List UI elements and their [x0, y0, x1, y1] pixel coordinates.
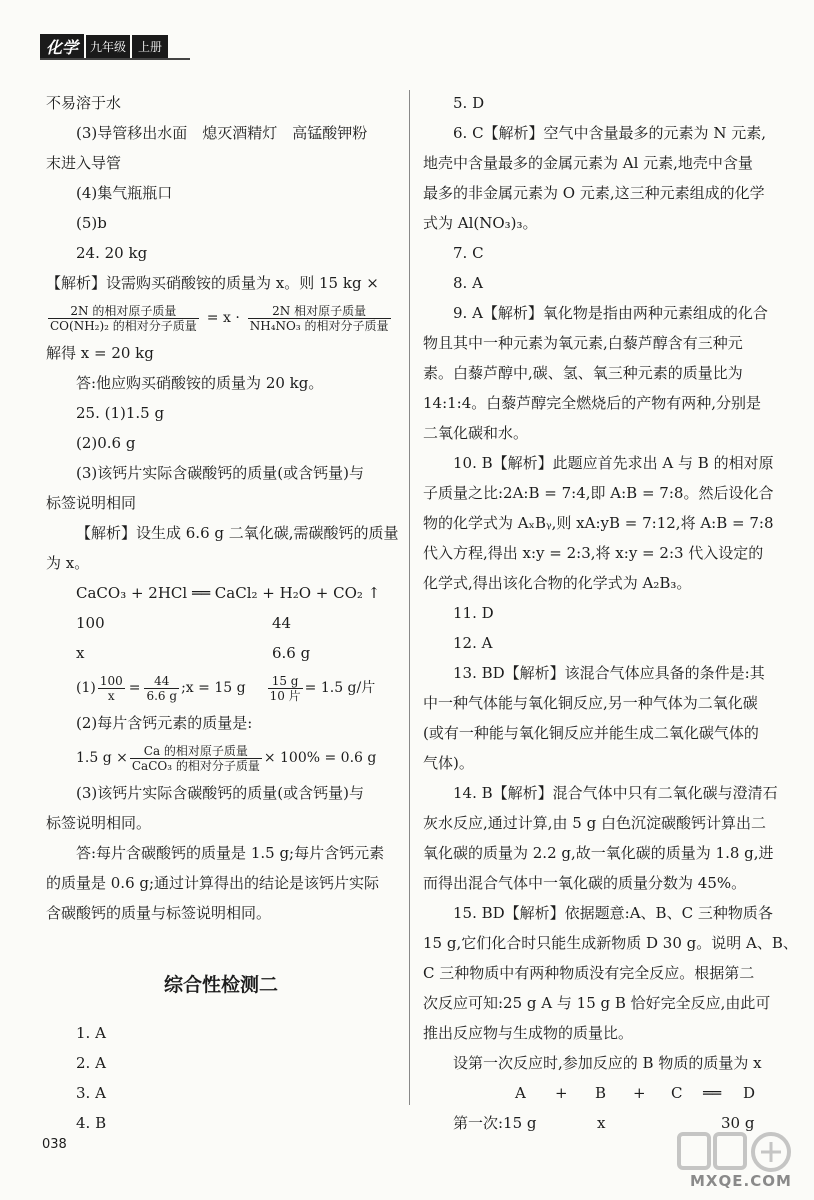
- answer-item: 12. A: [453, 634, 493, 652]
- reaction-term: B: [595, 1084, 607, 1102]
- column-divider: [409, 90, 410, 1105]
- reaction-term: D: [743, 1084, 756, 1102]
- text-line: 而得出混合气体中一氧化碳的质量分数为 45%。: [423, 874, 747, 892]
- watermark-text: MXQE.COM: [690, 1172, 792, 1190]
- text-line: 次反应可知:25 g A 与 15 g B 恰好完全反应,由此可: [423, 994, 771, 1012]
- numerator: 15 g: [268, 674, 303, 689]
- denominator: x: [107, 688, 115, 703]
- text-line: 答:他应购买硝酸铵的质量为 20 kg。: [76, 374, 324, 392]
- answer-item: 3. A: [76, 1084, 106, 1102]
- text-line: (3)导管移出水面 熄灭酒精灯 高锰酸钾粉: [76, 124, 368, 142]
- text-line: 标签说明相同: [46, 494, 137, 512]
- text-line: C 三种物质中有两种物质没有完全反应。根据第二: [423, 964, 755, 982]
- equation-value: 6.6 g: [272, 644, 311, 662]
- denominator: CO(NH₂)₂ 的相对分子质量: [50, 318, 197, 333]
- text-line: 最多的非金属元素为 O 元素,这三种元素组成的化学: [423, 184, 765, 202]
- text-line: (5)b: [76, 214, 107, 232]
- text-line: 氧化碳的质量为 2.2 g,故一氧化碳的质量为 1.8 g,进: [423, 844, 774, 862]
- denominator: CaCO₃ 的相对分子质量: [131, 758, 260, 773]
- numerator: Ca 的相对原子质量: [130, 744, 262, 759]
- text-line: (4)集气瓶瓶口: [76, 184, 173, 202]
- fraction: [268, 674, 303, 703]
- equation-value: 44: [272, 614, 292, 632]
- equation-row: [46, 608, 396, 638]
- section-title: 综合性检测二: [163, 974, 278, 996]
- page-number: 038: [42, 1137, 67, 1152]
- text-line: 推出反应物与生成物的质量比。: [423, 1024, 634, 1042]
- reaction-value: 30 g: [721, 1114, 755, 1132]
- text-line: 不易溶于水: [46, 94, 122, 112]
- reaction-term: ══: [703, 1084, 722, 1102]
- reaction-value: x: [597, 1114, 606, 1132]
- reaction-row: [423, 1078, 781, 1108]
- text-line: 气体)。: [423, 754, 474, 772]
- fraction: [48, 304, 199, 333]
- grade-label: 九年级: [86, 35, 130, 58]
- chemical-equation: CaCO₃ + 2HCl ══ CaCl₂ + H₂O + CO₂ ↑: [76, 584, 381, 602]
- header-rule: [40, 58, 190, 60]
- text-line: 【解析】设需购买硝酸铵的质量为 x。则 15 kg ×: [46, 274, 379, 292]
- text-line: 10. B【解析】此题应首先求出 A 与 B 的相对原: [453, 454, 774, 472]
- calc-result: × 100% = 0.6 g: [263, 750, 377, 766]
- answer-item: 2. A: [76, 1054, 106, 1072]
- equation-value: 100: [76, 614, 105, 632]
- right-column: [423, 88, 798, 1138]
- text-line: 9. A【解析】氧化物是指由两种元素组成的化合: [453, 304, 768, 322]
- reaction-value: 第一次:15 g: [453, 1114, 537, 1132]
- text-line: 解得 x = 20 kg: [46, 344, 154, 362]
- text-line: (3)该钙片实际含碳酸钙的质量(或含钙量)与: [76, 464, 364, 482]
- equation-row: [46, 638, 396, 668]
- text-line: 24. 20 kg: [76, 244, 148, 262]
- calc-result: = 1.5 g/片: [304, 680, 376, 696]
- fraction: [248, 304, 391, 333]
- answer-item: 4. B: [76, 1114, 107, 1132]
- text-line: 末进入导管: [46, 154, 122, 172]
- text-line: 设第一次反应时,参加反应的 B 物质的质量为 x: [453, 1054, 762, 1072]
- denominator: NH₄NO₃ 的相对分子质量: [249, 318, 389, 333]
- reaction-term: +: [633, 1084, 646, 1102]
- page-header: [40, 34, 168, 58]
- left-column: [46, 88, 399, 1138]
- text-line: 中一种气体能与氧化铜反应,另一种气体为二氧化碳: [423, 694, 758, 712]
- volume-label: 上册: [132, 35, 168, 58]
- text-line: 的质量是 0.6 g;通过计算得出的结论是该钙片实际: [46, 874, 380, 892]
- text-line: 标签说明相同。: [46, 814, 152, 832]
- text-line: (2)每片含钙元素的质量是:: [76, 714, 253, 732]
- calc-result: ;x = 15 g: [181, 680, 246, 696]
- text-line: 化学式,得出该化合物的化学式为 A₂B₃。: [423, 574, 692, 592]
- text-line: 15. BD【解析】依据题意:A、B、C 三种物质各: [453, 904, 773, 922]
- answer-item: 1. A: [76, 1024, 106, 1042]
- numerator: 100: [99, 673, 123, 688]
- answer-item: 8. A: [453, 274, 483, 292]
- text-line: 答:每片含碳酸钙的质量是 1.5 g;每片含钙元素: [76, 844, 385, 862]
- equation-value: x: [76, 644, 85, 662]
- reaction-term: C: [671, 1084, 683, 1102]
- text-line: 式为 Al(NO₃)₃。: [423, 214, 538, 232]
- fraction: [98, 674, 125, 703]
- text-line: (或有一种能与氧化铜反应并能生成二氧化碳气体的: [423, 724, 759, 742]
- text-line: 25. (1)1.5 g: [76, 404, 165, 422]
- text-line: 二氧化碳和水。: [423, 424, 529, 442]
- answer-item: 7. C: [453, 244, 484, 262]
- answer-item: 11. D: [453, 604, 494, 622]
- text-line: (2)0.6 g: [76, 434, 136, 452]
- subject-label: 化学: [40, 34, 84, 59]
- text-line: 代入方程,得出 x:y = 2:3,将 x:y = 2:3 代入设定的: [423, 544, 764, 562]
- numerator: 44: [144, 674, 179, 689]
- calc-label: (1): [76, 680, 96, 696]
- text-line: 14:1:4。白藜芦醇完全燃烧后的产物有两种,分别是: [423, 394, 762, 412]
- reaction-term: +: [555, 1084, 568, 1102]
- text-line: 灰水反应,通过计算,由 5 g 白色沉淀碳酸钙计算出二: [423, 814, 766, 832]
- fraction: [144, 674, 179, 703]
- numerator: 2N 相对原子质量: [248, 304, 391, 319]
- text-line: 【解析】设生成 6.6 g 二氧化碳,需碳酸钙的质量: [76, 524, 399, 542]
- denominator: 6.6 g: [146, 688, 178, 703]
- text-line: 素。白藜芦醇中,碳、氢、氧三种元素的质量比为: [423, 364, 743, 382]
- text-line: (3)该钙片实际含碳酸钙的质量(或含钙量)与: [76, 784, 364, 802]
- text-line: 13. BD【解析】该混合气体应具备的条件是:其: [453, 664, 765, 682]
- text-line: 地壳中含量最多的金属元素为 Al 元素,地壳中含量: [423, 154, 753, 172]
- text-line: 含碳酸钙的质量与标签说明相同。: [46, 904, 272, 922]
- reaction-term: A: [515, 1084, 526, 1102]
- calc-label: 1.5 g ×: [76, 750, 128, 766]
- text-line: 子质量之比:2A:B = 7:4,即 A:B = 7:8。然后设化合: [423, 484, 774, 502]
- calc-line: [46, 738, 396, 778]
- text-line: 6. C【解析】空气中含量最多的元素为 N 元素,: [453, 124, 766, 142]
- text-line: 15 g,它们化合时只能生成新物质 D 30 g。说明 A、B、: [423, 934, 798, 952]
- numerator: 2N 的相对原子质量: [48, 304, 199, 319]
- text-line: 物且其中一种元素为氧元素,白藜芦醇含有三种元: [423, 334, 743, 352]
- text-line: 物的化学式为 AₓBᵧ,则 xA:yB = 7:12,将 A:B = 7:8: [423, 514, 774, 532]
- fraction: [130, 744, 262, 773]
- fraction-equation: [46, 298, 396, 338]
- text-line: 为 x。: [46, 554, 90, 572]
- operator: = x ·: [206, 310, 240, 326]
- denominator: 10 片: [269, 688, 301, 703]
- calc-line: (1) $\frac{100}{x}$ = $\frac{44}{6.6 g}$ ;x = 15 g $\frac{15 g}{\text{10 片}}$ = 1.5 g/片: [46, 668, 396, 708]
- text-line: 14. B【解析】混合气体中只有二氧化碳与澄清石: [453, 784, 778, 802]
- answer-item: 5. D: [453, 94, 485, 112]
